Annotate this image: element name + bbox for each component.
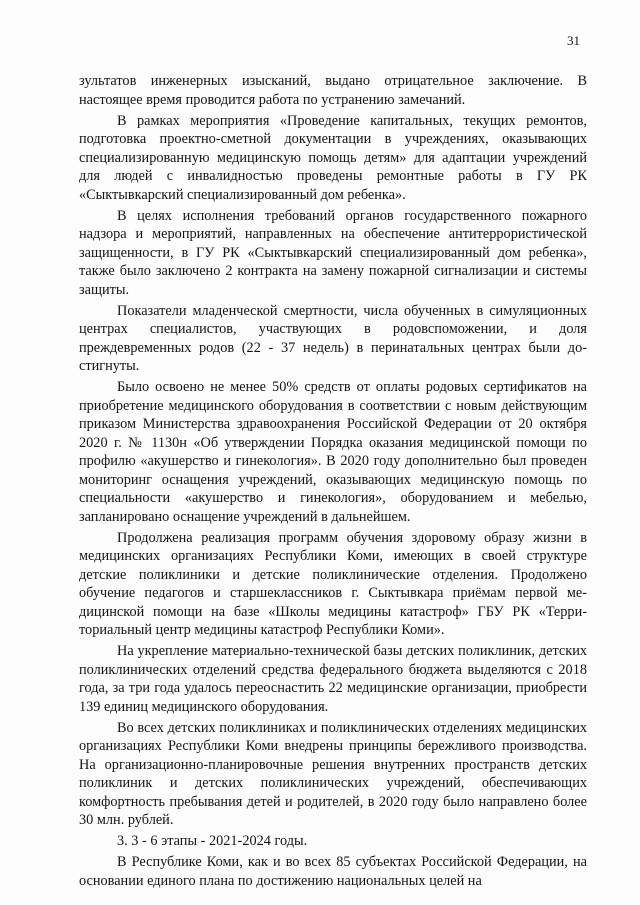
section-heading: 3. 3 - 6 этапы - 2021-2024 годы. xyxy=(117,833,308,849)
paragraph-4: Показатели младенческой смертности, числа обученных в симуляционных центрах специалистов, участвующих в родовспоможении, и доля преждевременных родов (22 - 37 недель) в перинатальных центрах были достигнуты. xyxy=(79,302,587,374)
paragraph-1: зультатов инженерных изысканий, выдано отрицательное заключение. В настоящее время проводится работа по устранению замечаний. xyxy=(79,73,587,108)
paragraph-2: В рамках мероприятия «Проведение капитальных, текущих ремонтов, подготовка проектно-сметной документации в учреждениях, оказывающих специализированную медицинскую помощь детям» для адаптации учреждений для людей с инвалидностью проведены ремонтные работы в ГУ РК «Сыктывкарский специализированный дом ребенка». xyxy=(79,112,587,203)
body-text xyxy=(79,72,587,893)
paragraph-7: На укрепление материально-технической базы детских поликлиник, детских поликлинических отделений средства федерального бюджета выделяются с 2018 года, за три года удалось переоснастить 22 медицинские организации, приобрести 139 единиц медицинского оборудования. xyxy=(79,643,587,715)
paragraph-5: Было освоено не менее 50% средств от оплаты родовых сертификатов на приобретение медицинского оборудования в соответствии с новым действующим приказом Министерства здравоохранения Российской Федерации от 20 октября 2020 г. № 1130н «Об утверждении Порядка оказания медицинской помощи по профилю «акушерство и гинекология». В 2020 году дополнительно был проведен мониторинг оснащения учреждений, оказывающих медицинскую помощь по специальности «акушерство и гинекология», оборудованием и мебелью, запланировано оснащение учреждений в дальнейшем. xyxy=(79,379,587,525)
paragraph-8: Во всех детских поликлиниках и поликлинических отделениях медицинских организациях Республики Коми внедрены принципы бережливого производства. На организационно-планировочные решения внутренних пространств детских поликлиник и детских поликлинических учреждений, обеспечивающих комфортность пребывания детей и родителей, в 2020 году было направлено более 30 млн. рублей. xyxy=(79,719,587,828)
page-number: 31 xyxy=(567,33,580,48)
paragraph-3: В целях исполнения требований органов государственного пожарного надзора и мероприятий, направленных на обеспечение антитеррористической защищенности, в ГУ РК «Сыктывкарский специализированный дом ребенка», также было заключено 2 контракта на замену пожарной сигнализации и системы защиты. xyxy=(79,207,587,298)
paragraph-9: В Республике Коми, как и во всех 85 субъектах Российской Федерации, на основании единого плана по достижению национальных целей на xyxy=(79,854,587,889)
paragraph-6: Продолжена реализация программ обучения здоровому образу жизни в медицинских организациях Республики Коми, имеющих в своей структуре детские поликлиники и детские поликлинические отделения. Продолжено обучение педагогов и старшеклассников г. Сыктывкара приёмам первой медицинской помощи на базе «Школы медицины катастроф» ГБУ РК «Территориальный центр медицины катастроф Республики Коми». xyxy=(79,529,587,638)
